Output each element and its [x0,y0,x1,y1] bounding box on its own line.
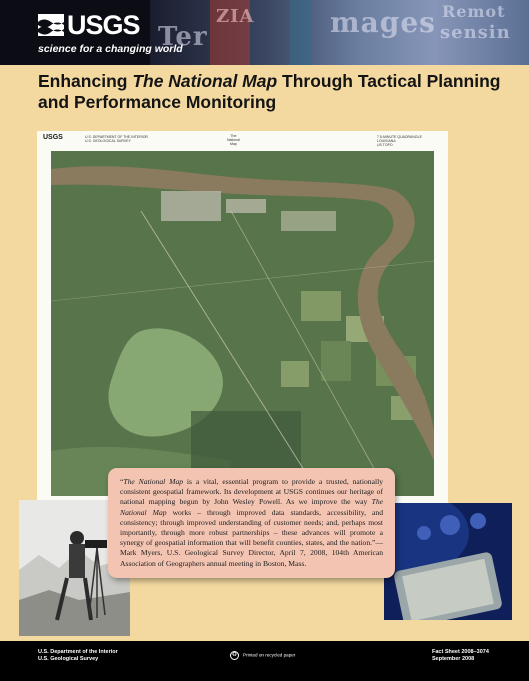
page-footer [0,641,529,681]
banner-collage-image [150,0,529,65]
usgs-logo [38,10,183,55]
collage-word: ZIA [216,6,255,27]
usgs-wordmark: USGS [67,10,140,40]
footer-recycled-text: Printed on recycled paper [243,652,296,658]
map-sheet-header [37,131,448,149]
national-map-seal [227,134,240,146]
quote-text: is a vital, essential program to provide a trusted, nationally consistent geospatial framework. Its development at USGS continues our heritage of national mapping begun by John Wesley Powell. As we improve the way [120,477,383,507]
seal-line: National [227,138,240,142]
collage-word: Ter [158,22,208,52]
quote-italic: The National Map [120,497,383,517]
gps-device-photo [384,503,512,620]
footer-fact-sheet [432,649,489,663]
quad-line: LOUISIANA [377,139,396,143]
collage-word: sensin [440,22,511,43]
recycle-icon: ♻ [231,652,238,658]
footer-recycled [230,651,295,660]
footer-line: U.S. Geological Survey [38,656,99,662]
footer-line: Fact Sheet 2008–3074 [432,649,489,655]
gps-image [384,503,512,620]
title-part: Through Tactical Planning and Performance Monitoring [38,71,501,112]
title-part: Enhancing [38,71,133,91]
topographic-map-sheet [37,131,448,507]
usgs-wave-icon [38,14,64,36]
footer-line: September 2008 [432,656,475,662]
map-quadrangle-info [377,135,422,147]
quote-italic: The National Map [123,477,184,486]
quad-line: US TOPO [377,143,393,147]
quote-open-mark: “ [120,477,124,486]
header-banner [0,0,529,65]
footer-line: U.S. Department of the Interior [38,649,118,655]
page-title [38,71,508,113]
usgs-tagline: science for a changing world [38,43,183,55]
collage-word: Remot [442,2,506,21]
map-dept-line: U.S. GEOLOGICAL SURVEY [85,139,131,143]
title-italic: The National Map [132,71,278,91]
director-quote-box [108,468,395,578]
quad-line: 7.5-MINUTE QUADRANGLE [377,135,422,139]
aerial-photo-graphic [51,151,434,496]
footer-agency [38,649,118,663]
map-dept-line: U.S. DEPARTMENT OF THE INTERIOR [85,135,148,139]
map-department [85,135,148,143]
map-usgs-logo: USGS [43,134,63,141]
seal-line: Map [230,142,237,146]
quote-text: works – through improved data standards, accessibility, and consistency; through improved understanding of customer needs; and, perhaps most importantly, through more robust partnerships – these advances will promote a synergy of geospatial information that will benefit counties, states, and the nation.”—Mark Myers, U.S. Geological Survey Director, April 7, 2008, 104th American Association of Geographers annual meeting in Boston, Mass. [120,507,384,568]
collage-word: mages [330,6,436,39]
seal-line: The [230,134,237,138]
collage-stripe [290,0,312,65]
aerial-orthoimage [51,151,434,496]
